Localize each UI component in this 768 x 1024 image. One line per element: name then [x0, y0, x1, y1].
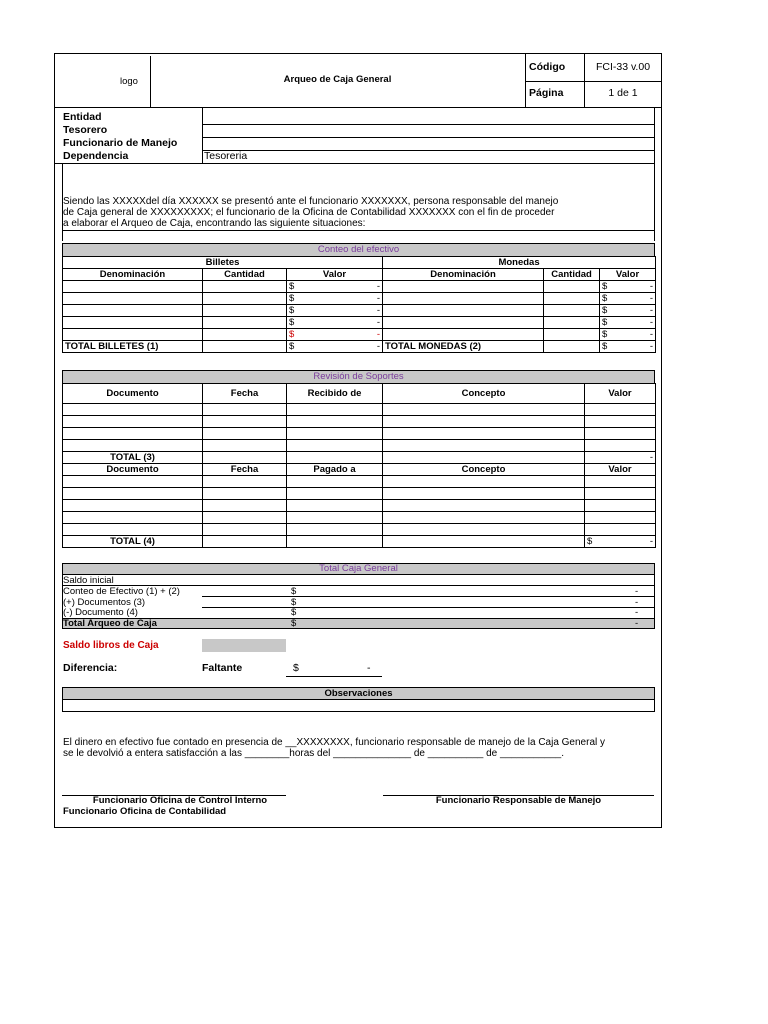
- funcionario-label: Funcionario de Manejo: [63, 137, 178, 149]
- closing-line: se le devolvió a entera satisfacción a las ________horas del ______________ de __________ de ___________.: [63, 748, 564, 759]
- saldo-libros-field[interactable]: [202, 639, 286, 652]
- total4-label: TOTAL (4): [63, 536, 203, 548]
- table-cell[interactable]: [63, 512, 203, 524]
- total3-value: -: [585, 452, 656, 464]
- table-cell[interactable]: [203, 404, 287, 416]
- value-cell: $ -: [287, 317, 383, 329]
- soportes-header: Revisión de Soportes: [62, 370, 655, 384]
- total-billetes-label: TOTAL BILLETES (1): [63, 341, 203, 353]
- page-title: Arqueo de Caja General: [283, 74, 392, 85]
- currency-symbol: $: [291, 607, 297, 618]
- value-dash: -: [367, 662, 371, 674]
- table-cell[interactable]: [63, 416, 203, 428]
- intro-line: a elaborar el Arqueo de Caja, encontrando las siguiente situaciones:: [63, 218, 366, 229]
- table-cell[interactable]: [544, 329, 600, 341]
- table-cell: [287, 536, 383, 548]
- total4-value: $ -: [585, 536, 656, 548]
- table-row: [63, 293, 656, 305]
- table-cell[interactable]: [203, 281, 287, 293]
- dependencia-label: Dependencia: [63, 150, 129, 162]
- col-documento: Documento: [63, 464, 203, 476]
- table-cell[interactable]: [585, 440, 656, 452]
- table-cell[interactable]: [203, 440, 287, 452]
- documentos-plus-label: (+) Documentos (3): [63, 597, 146, 608]
- col-denominacion: Denominación: [383, 269, 544, 281]
- conteo-table: [62, 256, 656, 353]
- value-cell: $ -: [287, 281, 383, 293]
- table-cell[interactable]: [63, 500, 203, 512]
- conteo-efectivo-field[interactable]: [202, 596, 654, 597]
- table-cell[interactable]: [287, 404, 383, 416]
- table-row: [63, 329, 656, 341]
- table-row: [63, 281, 656, 293]
- table-row: [63, 428, 656, 440]
- value-dash: -: [635, 597, 639, 608]
- faltante-label: Faltante: [202, 662, 243, 674]
- table-cell[interactable]: [585, 500, 656, 512]
- observaciones-header: Observaciones: [62, 687, 655, 700]
- table-row: [63, 500, 656, 512]
- col-fecha: Fecha: [203, 384, 287, 404]
- dependencia-value: Tesoreria: [204, 150, 248, 162]
- table-cell[interactable]: [585, 476, 656, 488]
- logo: logo: [120, 76, 138, 87]
- currency-symbol: $: [291, 618, 297, 629]
- table-row: [63, 536, 656, 548]
- table-cell[interactable]: [383, 329, 544, 341]
- faltante-field[interactable]: [286, 676, 382, 677]
- table-cell[interactable]: [203, 305, 287, 317]
- table-cell[interactable]: [383, 476, 585, 488]
- total-monedas-label: TOTAL MONEDAS (2): [383, 341, 544, 353]
- table-row: [63, 512, 656, 524]
- funcionario-field[interactable]: [202, 150, 654, 151]
- table-cell[interactable]: [287, 524, 383, 536]
- value-cell: $ -: [600, 317, 656, 329]
- header-divider: [525, 81, 662, 82]
- table-cell[interactable]: [585, 512, 656, 524]
- col-concepto: Concepto: [383, 384, 585, 404]
- table-cell[interactable]: [544, 317, 600, 329]
- table-cell[interactable]: [63, 329, 203, 341]
- table-row: [63, 524, 656, 536]
- table-cell: [544, 341, 600, 353]
- table-cell[interactable]: [287, 500, 383, 512]
- table-cell[interactable]: [63, 293, 203, 305]
- documento-minus-label: (-) Documento (4): [63, 607, 138, 618]
- table-cell: [203, 341, 287, 353]
- entidad-field[interactable]: [202, 124, 654, 125]
- table-cell[interactable]: [63, 404, 203, 416]
- total-caja-header: Total Caja General: [62, 563, 655, 575]
- table-cell: [383, 452, 585, 464]
- col-denominacion: Denominación: [63, 269, 203, 281]
- table-cell[interactable]: [63, 488, 203, 500]
- table-cell[interactable]: [383, 416, 585, 428]
- diferencia-label: Diferencia:: [63, 662, 118, 674]
- billetes-header: Billetes: [63, 257, 383, 269]
- control-interno-signature: Funcionario Oficina de Control Interno: [92, 795, 268, 806]
- header-divider: [525, 53, 526, 107]
- table-cell[interactable]: [383, 305, 544, 317]
- table-cell[interactable]: [63, 281, 203, 293]
- table-row: [63, 317, 656, 329]
- col-concepto: Concepto: [383, 464, 585, 476]
- value-dash: -: [635, 586, 639, 597]
- saldo-libros-label: Saldo libros de Caja: [63, 640, 159, 651]
- table-cell: [203, 452, 287, 464]
- closing-line: El dinero en efectivo fue contado en presencia de __XXXXXXXX, funcionario responsable de manejo de la Caja General y: [63, 737, 606, 748]
- table-row: [63, 341, 656, 353]
- table-cell[interactable]: [383, 428, 585, 440]
- currency-symbol: $: [291, 597, 297, 608]
- saldo-inicial-label: Saldo inicial: [63, 575, 114, 586]
- table-cell[interactable]: [287, 512, 383, 524]
- table-cell[interactable]: [383, 524, 585, 536]
- page-label: Página: [529, 87, 564, 99]
- value-cell: $ -: [287, 293, 383, 305]
- table-cell[interactable]: [585, 416, 656, 428]
- info-bottom-border: [54, 163, 654, 164]
- table-cell[interactable]: [383, 293, 544, 305]
- col-valor: Valor: [600, 269, 656, 281]
- table-cell[interactable]: [383, 281, 544, 293]
- table-cell: [287, 452, 383, 464]
- col-valor: Valor: [585, 464, 656, 476]
- value-cell: $ -: [600, 341, 656, 353]
- table-cell[interactable]: [383, 500, 585, 512]
- currency-symbol: $: [293, 662, 299, 674]
- table-cell[interactable]: [383, 512, 585, 524]
- code-label: Código: [529, 61, 566, 73]
- table-row: [63, 476, 656, 488]
- table-cell[interactable]: [203, 488, 287, 500]
- currency-symbol: $: [291, 586, 297, 597]
- tesorero-field[interactable]: [202, 137, 654, 138]
- table-cell[interactable]: [203, 512, 287, 524]
- value-dash: -: [635, 607, 639, 618]
- table-cell[interactable]: [383, 317, 544, 329]
- table-cell[interactable]: [544, 281, 600, 293]
- col-valor: Valor: [287, 269, 383, 281]
- observaciones-field[interactable]: [62, 699, 655, 712]
- total-arqueo-label: Total Arqueo de Caja: [63, 618, 157, 629]
- conteo-efectivo-label: Conteo de Efectivo (1) + (2): [63, 586, 180, 597]
- table-cell[interactable]: [203, 293, 287, 305]
- table-cell[interactable]: [203, 524, 287, 536]
- table-cell[interactable]: [203, 416, 287, 428]
- table-cell[interactable]: [287, 440, 383, 452]
- table-cell[interactable]: [203, 317, 287, 329]
- divider: [62, 574, 655, 575]
- table-cell[interactable]: [287, 488, 383, 500]
- table-cell[interactable]: [203, 476, 287, 488]
- col-valor: Valor: [585, 384, 656, 404]
- info-divider: [202, 107, 203, 163]
- value-cell: $ -: [600, 281, 656, 293]
- table-cell[interactable]: [63, 524, 203, 536]
- monedas-header: Monedas: [383, 257, 656, 269]
- table-row: [63, 452, 656, 464]
- table-cell: [203, 536, 287, 548]
- entidad-label: Entidad: [63, 111, 102, 123]
- intro-line: Siendo las XXXXXdel día XXXXXX se presentó ante el funcionario XXXXXXX, persona responsable del manejo: [63, 196, 559, 207]
- table-cell[interactable]: [585, 524, 656, 536]
- value-dash: -: [635, 618, 639, 629]
- table-cell[interactable]: [383, 488, 585, 500]
- table-cell[interactable]: [63, 317, 203, 329]
- info-right-border: [654, 107, 655, 241]
- value-cell: $ -: [600, 329, 656, 341]
- responsable-signature: Funcionario Responsable de Manejo: [435, 795, 602, 806]
- value-cell: $ -: [287, 305, 383, 317]
- table-row: [63, 416, 656, 428]
- contabilidad-signature: Funcionario Oficina de Contabilidad: [63, 806, 227, 817]
- table-cell[interactable]: [203, 500, 287, 512]
- header-bottom-border: [54, 107, 662, 108]
- table-cell[interactable]: [544, 293, 600, 305]
- tesorero-label: Tesorero: [63, 124, 108, 136]
- table-cell[interactable]: [287, 476, 383, 488]
- col-cantidad: Cantidad: [203, 269, 287, 281]
- total3-label: TOTAL (3): [63, 452, 203, 464]
- table-cell[interactable]: [585, 404, 656, 416]
- table-cell[interactable]: [63, 305, 203, 317]
- code-value: FCI-33 v.00: [595, 61, 651, 73]
- table-cell[interactable]: [585, 428, 656, 440]
- value-cell: $ -: [287, 341, 383, 353]
- table-cell[interactable]: [383, 440, 585, 452]
- value-cell: $ -: [600, 293, 656, 305]
- table-cell: [383, 536, 585, 548]
- table-cell[interactable]: [63, 476, 203, 488]
- col-documento: Documento: [63, 384, 203, 404]
- col-fecha: Fecha: [203, 464, 287, 476]
- table-cell[interactable]: [383, 404, 585, 416]
- intro-underline: [62, 230, 654, 231]
- table-cell[interactable]: [63, 440, 203, 452]
- soportes-table: [62, 383, 656, 548]
- col-recibido: Recibido de: [287, 384, 383, 404]
- intro-left-border: [62, 163, 63, 241]
- table-cell[interactable]: [203, 428, 287, 440]
- col-pagado: Pagado a: [287, 464, 383, 476]
- conteo-header: Conteo del efectivo: [62, 243, 655, 257]
- table-cell[interactable]: [287, 428, 383, 440]
- table-row: [63, 488, 656, 500]
- table-cell[interactable]: [203, 329, 287, 341]
- table-cell[interactable]: [63, 428, 203, 440]
- value-cell: $ -: [287, 329, 383, 341]
- table-row: [63, 305, 656, 317]
- table-cell[interactable]: [544, 305, 600, 317]
- table-row: [63, 440, 656, 452]
- documentos-plus-field[interactable]: [202, 607, 654, 608]
- value-cell: $ -: [600, 305, 656, 317]
- col-cantidad: Cantidad: [544, 269, 600, 281]
- table-cell[interactable]: [287, 416, 383, 428]
- table-cell[interactable]: [585, 488, 656, 500]
- table-row: [63, 404, 656, 416]
- intro-line: de Caja general de XXXXXXXXX; el funcionario de la Oficina de Contabilidad XXXXXXX con el fin de proceder: [63, 207, 555, 218]
- page-value: 1 de 1: [608, 87, 638, 99]
